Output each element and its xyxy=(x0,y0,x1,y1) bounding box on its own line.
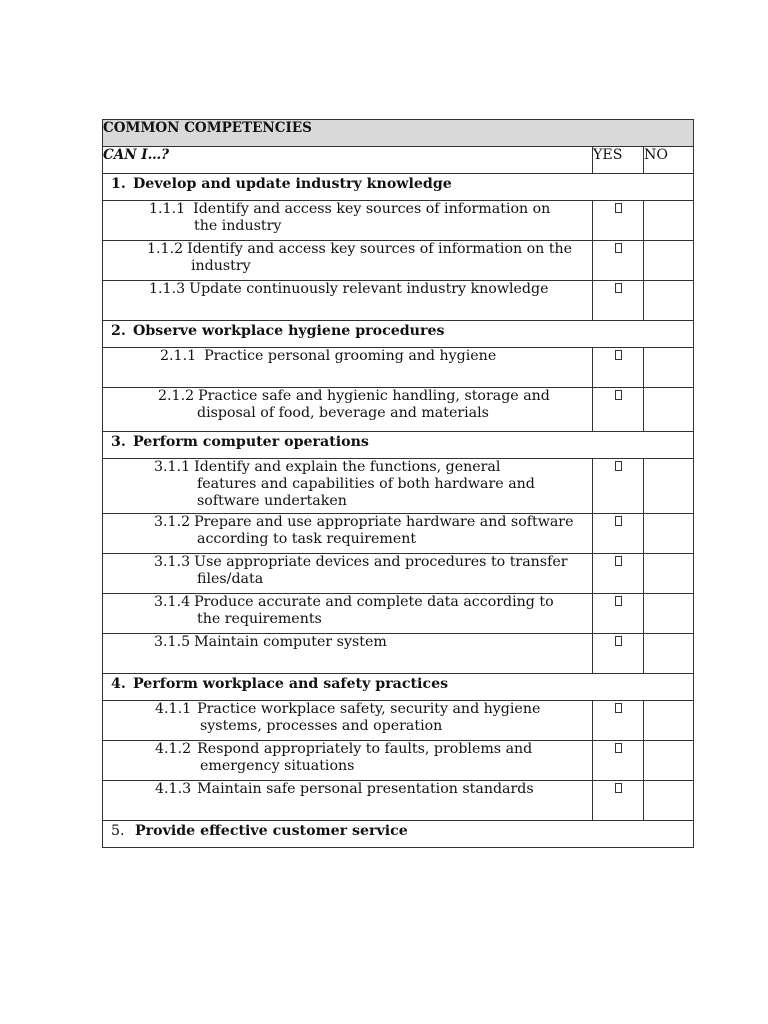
competency-table xyxy=(102,119,694,848)
section-row xyxy=(103,821,694,848)
no-column-header: NO xyxy=(644,147,694,174)
item-text: Produce accurate and complete data according to xyxy=(194,594,554,610)
yes-checkbox-cell[interactable] xyxy=(593,459,644,514)
checkbox-icon[interactable] xyxy=(615,556,622,566)
competency-item-row xyxy=(103,781,694,821)
competency-item-row xyxy=(103,634,694,674)
checkbox-icon[interactable] xyxy=(615,636,622,646)
competency-item-row xyxy=(103,554,694,594)
item-number: 2.1.1 xyxy=(160,348,197,364)
no-checkbox-cell[interactable] xyxy=(644,701,694,741)
item-text: Identify and access key sources of information on xyxy=(193,201,551,217)
item-text-continued: industry xyxy=(191,258,251,274)
competency-item-row xyxy=(103,594,694,634)
item-number: 3.1.2 xyxy=(154,514,191,530)
yes-checkbox-cell[interactable] xyxy=(593,554,644,594)
item-text-continued: the industry xyxy=(194,218,282,234)
item-text: Respond appropriately to faults, problems and xyxy=(197,741,533,757)
section-title: Provide effective customer service xyxy=(135,823,408,839)
item-number: 3.1.4 xyxy=(154,594,191,610)
item-text-continued: software undertaken xyxy=(197,493,347,509)
yes-checkbox-cell[interactable] xyxy=(593,594,644,634)
yes-checkbox-cell[interactable] xyxy=(593,388,644,432)
yes-checkbox-cell[interactable] xyxy=(593,281,644,321)
yes-checkbox-cell[interactable] xyxy=(593,741,644,781)
item-text-continued: features and capabilities of both hardware and xyxy=(197,476,535,492)
competency-item-row xyxy=(103,701,694,741)
section-title: Develop and update industry knowledge xyxy=(133,176,452,192)
item-number: 4.1.1 xyxy=(155,701,192,717)
no-checkbox-cell[interactable] xyxy=(644,241,694,281)
item-text: Identify and access key sources of information on the xyxy=(187,241,573,257)
section-title: Perform computer operations xyxy=(133,434,369,450)
item-number: 2.1.2 xyxy=(158,388,195,404)
competency-item-row xyxy=(103,201,694,241)
item-text: Maintain safe personal presentation standards xyxy=(197,781,534,797)
item-text: Practice personal grooming and hygiene xyxy=(204,348,497,364)
item-number: 4.1.2 xyxy=(155,741,192,757)
no-checkbox-cell[interactable] xyxy=(644,634,694,674)
item-text-continued: according to task requirement xyxy=(197,531,417,547)
item-text-continued: disposal of food, beverage and materials xyxy=(197,405,489,421)
yes-checkbox-cell[interactable] xyxy=(593,348,644,388)
can-i-label: CAN I…? xyxy=(103,147,593,174)
checkbox-icon[interactable] xyxy=(615,283,622,293)
yes-checkbox-cell[interactable] xyxy=(593,241,644,281)
no-checkbox-cell[interactable] xyxy=(644,388,694,432)
checkbox-icon[interactable] xyxy=(615,203,622,213)
section-number: 1. xyxy=(111,176,126,192)
no-checkbox-cell[interactable] xyxy=(644,594,694,634)
checkbox-icon[interactable] xyxy=(615,596,622,606)
section-row xyxy=(103,321,694,348)
no-checkbox-cell[interactable] xyxy=(644,554,694,594)
checkbox-icon[interactable] xyxy=(615,743,622,753)
checkbox-icon[interactable] xyxy=(615,516,622,526)
item-text: Practice workplace safety, security and hygiene xyxy=(197,701,541,717)
yes-column-header: YES xyxy=(593,147,644,174)
checkbox-icon[interactable] xyxy=(615,243,622,253)
yes-checkbox-cell[interactable] xyxy=(593,701,644,741)
section-row xyxy=(103,674,694,701)
item-number: 3.1.5 xyxy=(154,634,191,650)
section-title: Observe workplace hygiene procedures xyxy=(133,323,445,339)
item-number: 3.1.1 xyxy=(154,459,191,475)
table-header-row xyxy=(103,120,694,147)
no-checkbox-cell[interactable] xyxy=(644,514,694,554)
item-number: 3.1.3 xyxy=(154,554,191,570)
checkbox-icon[interactable] xyxy=(615,703,622,713)
section-number: 2. xyxy=(111,323,126,339)
item-text: Maintain computer system xyxy=(194,634,387,650)
no-checkbox-cell[interactable] xyxy=(644,201,694,241)
no-checkbox-cell[interactable] xyxy=(644,459,694,514)
section-number: 3. xyxy=(111,434,126,450)
item-number: 4.1.3 xyxy=(155,781,192,797)
checkbox-icon[interactable] xyxy=(615,390,622,400)
no-checkbox-cell[interactable] xyxy=(644,281,694,321)
competency-item-row xyxy=(103,459,694,514)
competency-item-row xyxy=(103,241,694,281)
item-number: 1.1.1 xyxy=(149,201,186,217)
yes-checkbox-cell[interactable] xyxy=(593,201,644,241)
competency-item-row xyxy=(103,281,694,321)
table-title: COMMON COMPETENCIES xyxy=(103,120,694,147)
yes-checkbox-cell[interactable] xyxy=(593,634,644,674)
item-text-continued: systems, processes and operation xyxy=(200,718,443,734)
no-checkbox-cell[interactable] xyxy=(644,348,694,388)
yes-checkbox-cell[interactable] xyxy=(593,781,644,821)
item-text: Use appropriate devices and procedures to transfer xyxy=(194,554,568,570)
section-number: 4. xyxy=(111,676,126,692)
checkbox-icon[interactable] xyxy=(615,461,622,471)
column-header-row xyxy=(103,147,694,174)
checkbox-icon[interactable] xyxy=(615,783,622,793)
item-text-continued: the requirements xyxy=(197,611,322,627)
section-title: Perform workplace and safety practices xyxy=(133,676,449,692)
no-checkbox-cell[interactable] xyxy=(644,781,694,821)
item-text: Update continuously relevant industry knowledge xyxy=(189,281,549,297)
competency-item-row xyxy=(103,741,694,781)
item-text-continued: emergency situations xyxy=(200,758,355,774)
section-row xyxy=(103,432,694,459)
item-text-continued: files/data xyxy=(197,571,264,587)
section-number: 5. xyxy=(111,823,125,839)
yes-checkbox-cell[interactable] xyxy=(593,514,644,554)
competency-item-row xyxy=(103,514,694,554)
item-text: Identify and explain the functions, general xyxy=(194,459,501,475)
checkbox-icon[interactable] xyxy=(615,350,622,360)
competency-item-row xyxy=(103,388,694,432)
item-text: Prepare and use appropriate hardware and software xyxy=(194,514,574,530)
item-number: 1.1.3 xyxy=(149,281,186,297)
no-checkbox-cell[interactable] xyxy=(644,741,694,781)
item-text: Practice safe and hygienic handling, storage and xyxy=(198,388,550,404)
competency-item-row xyxy=(103,348,694,388)
section-row xyxy=(103,174,694,201)
item-number: 1.1.2 xyxy=(147,241,184,257)
